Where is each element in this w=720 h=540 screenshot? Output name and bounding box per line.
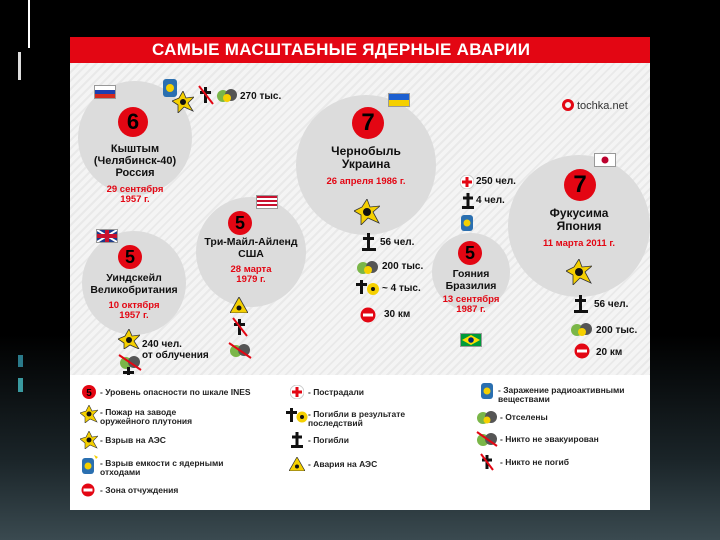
kyshtym-date: 29 сентября 1957 г.	[106, 184, 164, 206]
fire-explosion-icon	[118, 329, 140, 354]
barrel-icon	[460, 213, 474, 238]
fukushima-date: 11 марта 2011 г.	[542, 238, 615, 249]
legend-resettled: - Отселены	[500, 412, 548, 422]
legend-npp-accident: - Авария на АЭС	[308, 459, 378, 469]
fukushima-zone: 20 км	[596, 347, 623, 358]
legend-ines: - Уровень опасности по шкале INES	[100, 387, 251, 397]
uk-flag-icon	[96, 229, 118, 243]
chernobyl-level-badge: 7	[352, 107, 384, 139]
frame-accent-1	[18, 355, 23, 367]
incident-map	[70, 63, 650, 375]
none-dead-icon	[232, 317, 248, 342]
npp-explosion-icon	[80, 431, 98, 454]
svg-text:5: 5	[86, 388, 92, 399]
zone-icon	[81, 483, 95, 502]
evacuation-icon	[570, 321, 594, 342]
none-dead-icon	[480, 453, 494, 476]
infographic-panel	[70, 37, 650, 510]
fukushima-resettled: 200 тыс.	[596, 325, 638, 336]
ines-badge-icon	[82, 385, 96, 404]
russia-flag-icon	[94, 85, 116, 99]
tmi-name: Три-Майл-Айленд США	[204, 236, 298, 260]
tmi-level-badge: 5	[228, 211, 252, 235]
grave-cross-icon	[574, 295, 588, 318]
japan-flag-icon	[594, 153, 616, 167]
page-title: САМЫЕ МАСШТАБНЫЕ ЯДЕРНЫЕ АВАРИИ	[70, 37, 650, 63]
fire-explosion-icon	[172, 91, 194, 118]
windscale-level-badge: 5	[118, 245, 142, 269]
windscale-date: 10 октября 1957 г.	[108, 300, 160, 322]
chernobyl-name: Чернобыль Украина	[331, 144, 401, 172]
npp-accident-icon	[289, 457, 305, 476]
goiania-dead: 4 чел.	[476, 195, 505, 206]
none-evacuated-icon	[228, 341, 252, 364]
npp-accident-icon	[230, 297, 248, 318]
chernobyl-later-dead: ~ 4 тыс.	[382, 283, 421, 294]
chernobyl-date: 26 апреля 1986 г.	[326, 176, 406, 187]
legend-tank: - Взрыв емкости с ядерными отходами	[100, 458, 224, 477]
legend-injured: - Пострадали	[308, 387, 364, 397]
legend-contamination: - Заражение радиоактивными веществами	[498, 385, 625, 404]
later-dead-icon	[286, 407, 308, 430]
grave-cross-icon	[291, 432, 303, 453]
legend-npp-blast: - Взрыв на АЭС	[100, 435, 166, 445]
legend-none-dead: - Никто не погиб	[500, 457, 569, 467]
kyshtym-level-badge: 6	[118, 107, 148, 137]
evacuation-icon	[356, 259, 380, 280]
grave-cross-icon	[462, 193, 474, 214]
red-cross-icon	[290, 385, 304, 404]
goiania-injured: 250 чел.	[476, 176, 516, 187]
none-dead-icon	[198, 85, 214, 110]
windscale-irradiated: 240 чел. от облучения	[142, 339, 209, 361]
none-evacuated-icon	[476, 431, 498, 452]
ukraine-flag-icon	[388, 93, 410, 107]
chernobyl-dead: 56 чел.	[380, 237, 415, 248]
brazil-flag-icon	[460, 333, 482, 347]
red-cross-icon	[460, 175, 474, 194]
zone-icon	[574, 343, 590, 364]
frame-line-left	[18, 52, 21, 80]
legend-none-evacuated: - Никто не эвакуирован	[500, 434, 599, 444]
legend	[70, 375, 650, 510]
fukushima-name: Фукусима Япония	[549, 206, 609, 234]
goiania-date: 13 сентября 1987 г.	[442, 294, 500, 316]
goiania-level-badge: 5	[458, 241, 482, 265]
logo-icon	[562, 99, 574, 111]
tmi-date: 28 марта 1979 г.	[230, 264, 272, 286]
fukushima-level-badge: 7	[564, 169, 596, 201]
legend-later-dead: - Погибли в результате последствий	[308, 409, 406, 428]
fukushima-dead: 56 чел.	[594, 299, 629, 310]
windscale-name: Уиндскейл Великобритания	[90, 272, 178, 296]
zone-icon	[360, 307, 376, 328]
chernobyl-zone: 30 км	[384, 309, 411, 320]
kyshtym-evacuated: 270 тыс.	[240, 91, 282, 102]
fire-explosion-icon	[80, 405, 98, 428]
chernobyl-resettled: 200 тыс.	[382, 261, 424, 272]
logo: tochka.net	[562, 99, 628, 112]
npp-explosion-icon	[566, 259, 592, 290]
evacuation-icon	[476, 409, 498, 430]
barrel-explosion-icon	[80, 455, 98, 482]
grave-cross-icon	[362, 233, 376, 256]
legend-fire: - Пожар на заводе оружейного плутония	[100, 407, 193, 426]
kyshtym-name: Кыштым (Челябинск-40) Россия	[93, 143, 177, 180]
frame-accent-2	[18, 378, 23, 392]
barrel-icon	[480, 381, 494, 406]
usa-flag-icon	[256, 195, 278, 209]
evacuation-icon	[216, 87, 238, 108]
legend-dead: - Погибли	[308, 435, 349, 445]
legend-zone: - Зона отчуждения	[100, 485, 179, 495]
goiania-name: Гояния Бразилия	[445, 268, 497, 292]
later-dead-icon	[356, 279, 380, 302]
frame-line-top	[28, 0, 30, 48]
npp-explosion-icon	[354, 199, 380, 230]
